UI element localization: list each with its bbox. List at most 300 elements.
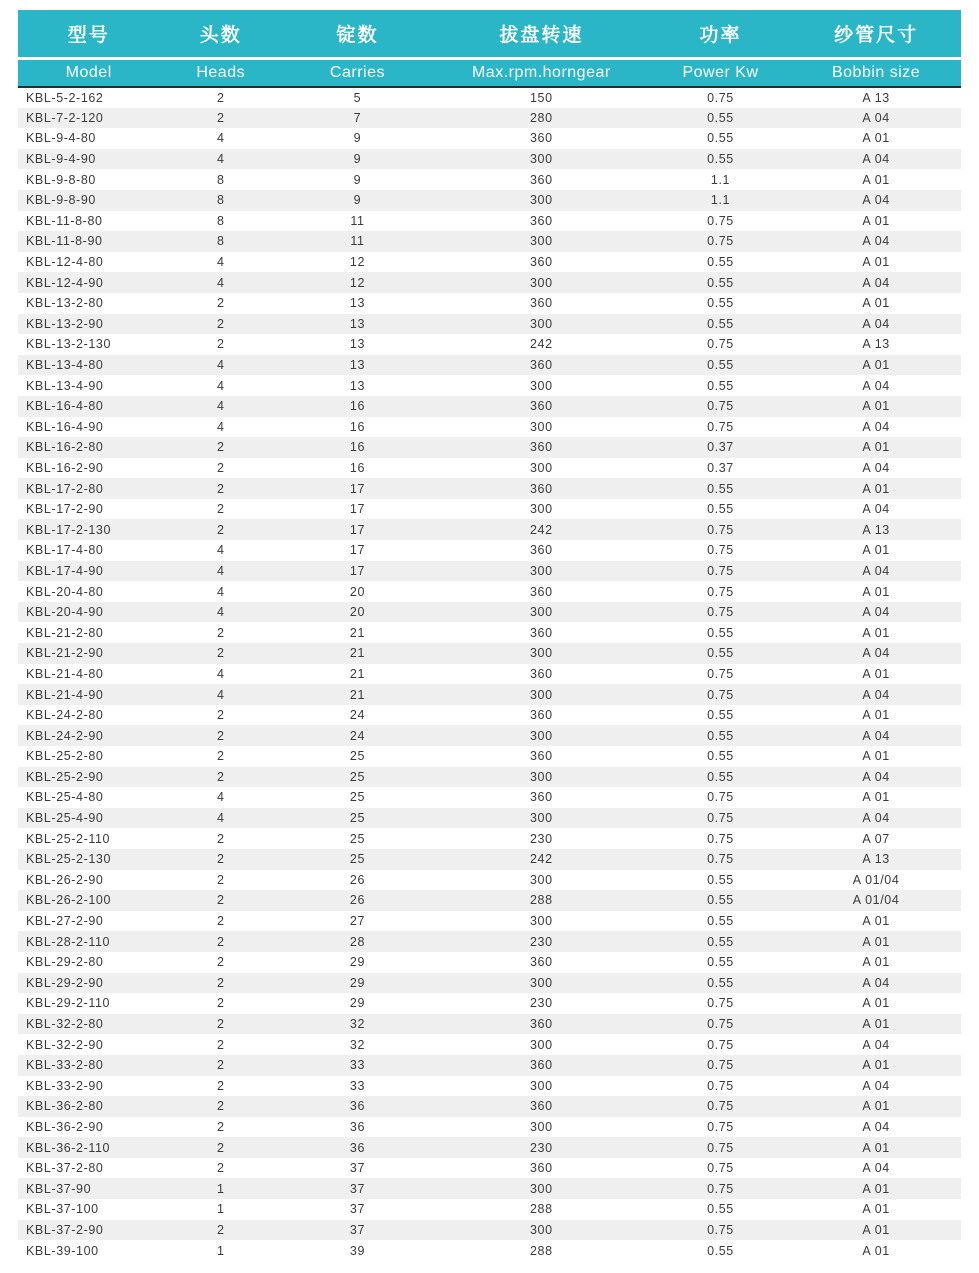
- cell-heads: 8: [216, 172, 225, 187]
- cell-power: 0.55: [707, 893, 734, 908]
- cell-carries: 13: [349, 296, 365, 311]
- cell-heads: 4: [216, 790, 225, 805]
- cell-bobbin: A 01: [862, 1140, 890, 1155]
- cell-bobbin: A 01: [862, 399, 890, 414]
- cell-heads: 2: [216, 1099, 225, 1114]
- table-row: [18, 890, 961, 911]
- cell-carries: 25: [349, 769, 365, 784]
- table-row: [18, 725, 961, 746]
- cell-power: 0.75: [707, 1058, 734, 1073]
- table-row: [18, 458, 961, 479]
- cell-rpm: 300: [530, 193, 553, 208]
- table-row: [18, 1199, 961, 1220]
- cell-power: 0.75: [707, 1181, 734, 1196]
- cell-model: KBL-16-2-90: [26, 460, 104, 475]
- cell-model: KBL-32-2-80: [26, 1017, 104, 1032]
- cell-carries: 29: [349, 996, 365, 1011]
- cell-carries: 21: [349, 646, 365, 661]
- cell-model: KBL-26-2-90: [26, 872, 104, 887]
- cell-model: KBL-36-2-90: [26, 1119, 104, 1134]
- cell-model: KBL-17-4-80: [26, 543, 104, 558]
- header-row-english: [18, 58, 961, 87]
- cell-rpm: 360: [530, 1099, 553, 1114]
- cell-power: 0.55: [707, 728, 734, 743]
- cell-carries: 16: [349, 460, 365, 475]
- cell-bobbin: A 04: [862, 316, 890, 331]
- cell-model: KBL-5-2-162: [26, 90, 104, 105]
- cell-rpm: 300: [530, 1181, 553, 1196]
- cell-carries: 17: [349, 502, 365, 517]
- cell-model: KBL-25-2-90: [26, 769, 104, 784]
- cell-heads: 4: [216, 543, 225, 558]
- cell-power: 0.75: [707, 811, 734, 826]
- cell-bobbin: A 04: [862, 1078, 890, 1093]
- cell-model: KBL-16-2-80: [26, 440, 104, 455]
- cell-bobbin: A 04: [862, 502, 890, 517]
- table-row: [18, 437, 961, 458]
- cell-model: KBL-13-2-80: [26, 296, 104, 311]
- cell-model: KBL-27-2-90: [26, 914, 104, 929]
- table-row: [18, 1220, 961, 1241]
- cell-heads: 4: [216, 563, 225, 578]
- cell-heads: 4: [216, 131, 225, 146]
- cell-rpm: 360: [530, 131, 553, 146]
- cell-rpm: 300: [530, 460, 553, 475]
- cell-power: 1.1: [710, 172, 731, 187]
- cell-model: KBL-29-2-80: [26, 955, 104, 970]
- column-header-carries-zh: 锭数: [282, 10, 433, 58]
- cell-power: 0.75: [707, 1161, 734, 1176]
- cell-carries: 20: [349, 605, 365, 620]
- cell-bobbin: A 07: [862, 831, 890, 846]
- cell-carries: 39: [349, 1243, 365, 1258]
- cell-power: 0.55: [707, 914, 734, 929]
- cell-bobbin: A 04: [862, 110, 890, 125]
- cell-heads: 8: [216, 193, 225, 208]
- cell-carries: 12: [349, 255, 365, 270]
- cell-bobbin: A 04: [862, 234, 890, 249]
- cell-rpm: 360: [530, 749, 553, 764]
- cell-heads: 4: [216, 666, 225, 681]
- cell-model: KBL-13-2-130: [26, 337, 112, 352]
- cell-carries: 21: [349, 625, 365, 640]
- cell-rpm: 300: [530, 419, 553, 434]
- cell-rpm: 360: [530, 296, 553, 311]
- cell-model: KBL-17-2-130: [26, 522, 112, 537]
- cell-bobbin: A 01: [862, 708, 890, 723]
- cell-rpm: 300: [530, 1222, 553, 1237]
- cell-rpm: 300: [530, 605, 553, 620]
- cell-model: KBL-37-90: [26, 1181, 92, 1196]
- cell-carries: 12: [349, 275, 365, 290]
- cell-power: 0.75: [707, 996, 734, 1011]
- cell-heads: 2: [216, 955, 225, 970]
- cell-carries: 17: [349, 522, 365, 537]
- cell-rpm: 360: [530, 708, 553, 723]
- cell-bobbin: A 01: [862, 1099, 890, 1114]
- cell-rpm: 242: [530, 337, 553, 352]
- cell-bobbin: A 04: [862, 811, 890, 826]
- cell-heads: 2: [216, 749, 225, 764]
- cell-power: 0.75: [707, 584, 734, 599]
- table-row: [18, 1096, 961, 1117]
- table-row: [18, 375, 961, 396]
- cell-power: 0.75: [707, 563, 734, 578]
- cell-carries: 36: [349, 1119, 365, 1134]
- cell-bobbin: A 01/04: [852, 872, 900, 887]
- cell-model: KBL-25-2-130: [26, 852, 112, 867]
- cell-carries: 25: [349, 852, 365, 867]
- cell-bobbin: A 13: [862, 522, 890, 537]
- cell-power: 0.55: [707, 625, 734, 640]
- cell-heads: 1: [216, 1181, 225, 1196]
- cell-model: KBL-37-2-90: [26, 1222, 104, 1237]
- cell-power: 0.55: [707, 749, 734, 764]
- cell-power: 0.75: [707, 419, 734, 434]
- cell-heads: 2: [216, 1017, 225, 1032]
- table-row: [18, 231, 961, 252]
- cell-model: KBL-25-4-90: [26, 811, 104, 826]
- cell-bobbin: A 04: [862, 419, 890, 434]
- cell-model: KBL-11-8-90: [26, 234, 103, 249]
- cell-rpm: 360: [530, 1017, 553, 1032]
- cell-power: 0.75: [707, 605, 734, 620]
- table-row: [18, 849, 961, 870]
- cell-bobbin: A 04: [862, 728, 890, 743]
- table-row: [18, 952, 961, 973]
- cell-heads: 2: [216, 90, 225, 105]
- cell-rpm: 300: [530, 872, 553, 887]
- table-row: [18, 705, 961, 726]
- table-row: [18, 622, 961, 643]
- cell-heads: 2: [216, 646, 225, 661]
- cell-model: KBL-36-2-80: [26, 1099, 104, 1114]
- cell-rpm: 300: [530, 769, 553, 784]
- cell-heads: 2: [216, 872, 225, 887]
- table-row: [18, 211, 961, 232]
- table-row: [18, 1158, 961, 1179]
- cell-power: 0.55: [707, 316, 734, 331]
- cell-bobbin: A 01: [862, 481, 890, 496]
- cell-rpm: 300: [530, 728, 553, 743]
- cell-model: KBL-12-4-80: [26, 255, 104, 270]
- cell-carries: 25: [349, 790, 365, 805]
- cell-carries: 20: [349, 584, 365, 599]
- cell-model: KBL-32-2-90: [26, 1037, 104, 1052]
- cell-bobbin: A 01: [862, 296, 890, 311]
- table-row: [18, 190, 961, 211]
- cell-rpm: 360: [530, 1058, 553, 1073]
- table-row: [18, 931, 961, 952]
- table-row: [18, 1178, 961, 1199]
- cell-heads: 2: [216, 440, 225, 455]
- cell-power: 0.55: [707, 378, 734, 393]
- cell-heads: 4: [216, 152, 225, 167]
- cell-power: 0.75: [707, 522, 734, 537]
- cell-model: KBL-26-2-100: [26, 893, 112, 908]
- cell-model: KBL-28-2-110: [26, 934, 111, 949]
- cell-model: KBL-9-4-90: [26, 152, 96, 167]
- table-row: [18, 1240, 961, 1261]
- cell-carries: 16: [349, 399, 365, 414]
- cell-model: KBL-29-2-110: [26, 996, 111, 1011]
- cell-model: KBL-16-4-80: [26, 399, 104, 414]
- cell-power: 0.55: [707, 769, 734, 784]
- cell-rpm: 360: [530, 955, 553, 970]
- cell-power: 0.55: [707, 358, 734, 373]
- cell-carries: 11: [350, 234, 365, 249]
- cell-model: KBL-37-2-80: [26, 1161, 104, 1176]
- cell-rpm: 288: [530, 1202, 553, 1217]
- cell-rpm: 300: [530, 563, 553, 578]
- cell-heads: 4: [216, 687, 225, 702]
- table-row: [18, 993, 961, 1014]
- table-row: [18, 808, 961, 829]
- cell-bobbin: A 01: [862, 213, 890, 228]
- cell-heads: 4: [216, 399, 225, 414]
- cell-power: 0.55: [707, 708, 734, 723]
- column-header-bobbin-zh: 纱管尺寸: [791, 10, 961, 58]
- cell-power: 1.1: [710, 193, 731, 208]
- cell-bobbin: A 04: [862, 460, 890, 475]
- table-row: [18, 1055, 961, 1076]
- cell-power: 0.75: [707, 852, 734, 867]
- cell-rpm: 242: [530, 852, 553, 867]
- cell-heads: 2: [216, 996, 225, 1011]
- cell-rpm: 360: [530, 255, 553, 270]
- table-header: [18, 10, 961, 87]
- cell-rpm: 300: [530, 234, 553, 249]
- cell-heads: 4: [216, 419, 225, 434]
- cell-heads: 2: [216, 481, 225, 496]
- cell-heads: 2: [216, 110, 225, 125]
- cell-heads: 8: [216, 213, 225, 228]
- cell-rpm: 300: [530, 316, 553, 331]
- cell-carries: 21: [349, 687, 365, 702]
- column-header-heads-en: Heads: [159, 58, 282, 87]
- cell-carries: 5: [353, 90, 362, 105]
- cell-heads: 2: [216, 852, 225, 867]
- table-row: [18, 396, 961, 417]
- column-header-carries-en: Carries: [282, 58, 433, 87]
- cell-model: KBL-21-4-80: [26, 666, 104, 681]
- cell-model: KBL-36-2-110: [26, 1140, 111, 1155]
- cell-bobbin: A 01: [862, 131, 890, 146]
- cell-heads: 4: [216, 358, 225, 373]
- cell-bobbin: A 04: [862, 152, 890, 167]
- cell-power: 0.55: [707, 1202, 734, 1217]
- cell-heads: 1: [216, 1243, 225, 1258]
- cell-bobbin: A 01: [862, 584, 890, 599]
- cell-power: 0.75: [707, 399, 734, 414]
- cell-rpm: 300: [530, 1037, 553, 1052]
- cell-model: KBL-29-2-90: [26, 975, 104, 990]
- cell-heads: 4: [216, 255, 225, 270]
- cell-bobbin: A 01: [862, 172, 890, 187]
- cell-power: 0.75: [707, 1140, 734, 1155]
- cell-carries: 36: [349, 1099, 365, 1114]
- column-header-power-en: Power Kw: [650, 58, 791, 87]
- table-row: [18, 911, 961, 932]
- cell-model: KBL-39-100: [26, 1243, 99, 1258]
- cell-rpm: 300: [530, 152, 553, 167]
- cell-carries: 13: [349, 316, 365, 331]
- cell-power: 0.75: [707, 1222, 734, 1237]
- cell-bobbin: A 04: [862, 975, 890, 990]
- cell-carries: 32: [349, 1037, 365, 1052]
- cell-heads: 2: [216, 1119, 225, 1134]
- cell-heads: 2: [216, 1140, 225, 1155]
- cell-bobbin: A 04: [862, 646, 890, 661]
- cell-power: 0.55: [707, 131, 734, 146]
- table-row: [18, 1076, 961, 1097]
- cell-power: 0.37: [707, 460, 734, 475]
- cell-power: 0.55: [707, 275, 734, 290]
- cell-power: 0.55: [707, 975, 734, 990]
- cell-power: 0.75: [707, 831, 734, 846]
- cell-heads: 4: [216, 605, 225, 620]
- table-row: [18, 499, 961, 520]
- table-row: [18, 87, 961, 108]
- cell-rpm: 360: [530, 481, 553, 496]
- cell-power: 0.75: [707, 337, 734, 352]
- table-row: [18, 334, 961, 355]
- cell-carries: 7: [353, 110, 362, 125]
- cell-bobbin: A 04: [862, 1037, 890, 1052]
- cell-carries: 25: [349, 749, 365, 764]
- cell-heads: 4: [216, 275, 225, 290]
- cell-bobbin: A 13: [862, 852, 890, 867]
- table-row: [18, 1014, 961, 1035]
- cell-bobbin: A 01: [862, 255, 890, 270]
- table-row: [18, 581, 961, 602]
- cell-power: 0.75: [707, 234, 734, 249]
- cell-rpm: 230: [530, 1140, 553, 1155]
- cell-carries: 36: [349, 1140, 365, 1155]
- cell-carries: 24: [349, 728, 365, 743]
- cell-bobbin: A 13: [862, 90, 890, 105]
- cell-rpm: 360: [530, 1161, 553, 1176]
- cell-heads: 2: [216, 1222, 225, 1237]
- cell-model: KBL-16-4-90: [26, 419, 104, 434]
- cell-carries: 17: [349, 481, 365, 496]
- cell-bobbin: A 01: [862, 1202, 890, 1217]
- table-row: [18, 128, 961, 149]
- cell-rpm: 242: [530, 522, 553, 537]
- cell-model: KBL-7-2-120: [26, 110, 104, 125]
- cell-power: 0.55: [707, 955, 734, 970]
- table-row: [18, 746, 961, 767]
- cell-carries: 16: [349, 440, 365, 455]
- cell-model: KBL-13-2-90: [26, 316, 104, 331]
- cell-bobbin: A 01: [862, 1181, 890, 1196]
- cell-rpm: 360: [530, 399, 553, 414]
- cell-power: 0.75: [707, 687, 734, 702]
- cell-heads: 2: [216, 708, 225, 723]
- column-header-model-en: Model: [18, 58, 159, 87]
- cell-bobbin: A 04: [862, 1161, 890, 1176]
- cell-rpm: 360: [530, 666, 553, 681]
- cell-bobbin: A 01: [862, 358, 890, 373]
- cell-carries: 32: [349, 1017, 365, 1032]
- cell-rpm: 300: [530, 914, 553, 929]
- cell-model: KBL-17-4-90: [26, 563, 104, 578]
- cell-heads: 2: [216, 522, 225, 537]
- table-row: [18, 684, 961, 705]
- cell-heads: 2: [216, 502, 225, 517]
- cell-heads: 2: [216, 296, 225, 311]
- cell-model: KBL-17-2-90: [26, 502, 104, 517]
- cell-carries: 13: [349, 358, 365, 373]
- cell-model: KBL-9-4-80: [26, 131, 96, 146]
- cell-heads: 8: [216, 234, 225, 249]
- cell-bobbin: A 04: [862, 769, 890, 784]
- table-row: [18, 973, 961, 994]
- cell-rpm: 300: [530, 1078, 553, 1093]
- cell-bobbin: A 04: [862, 1119, 890, 1134]
- cell-carries: 29: [349, 955, 365, 970]
- cell-carries: 33: [349, 1078, 365, 1093]
- cell-model: KBL-9-8-80: [26, 172, 96, 187]
- table-row: [18, 828, 961, 849]
- cell-carries: 27: [349, 914, 365, 929]
- cell-carries: 26: [349, 872, 365, 887]
- cell-power: 0.75: [707, 213, 734, 228]
- cell-bobbin: A 01: [862, 625, 890, 640]
- cell-carries: 37: [349, 1161, 365, 1176]
- cell-bobbin: A 01: [862, 1222, 890, 1237]
- cell-carries: 9: [353, 172, 362, 187]
- cell-carries: 21: [349, 666, 365, 681]
- cell-carries: 37: [349, 1181, 365, 1196]
- cell-model: KBL-21-2-80: [26, 625, 104, 640]
- cell-bobbin: A 01: [862, 666, 890, 681]
- cell-bobbin: A 01/04: [852, 893, 900, 908]
- cell-carries: 13: [349, 378, 365, 393]
- cell-bobbin: A 04: [862, 687, 890, 702]
- cell-model: KBL-21-2-90: [26, 646, 104, 661]
- cell-carries: 16: [349, 419, 365, 434]
- cell-model: KBL-33-2-90: [26, 1078, 104, 1093]
- table-row: [18, 664, 961, 685]
- column-header-model-zh: 型号: [18, 10, 159, 58]
- column-header-heads-zh: 头数: [159, 10, 282, 58]
- cell-model: KBL-17-2-80: [26, 481, 104, 496]
- cell-rpm: 300: [530, 502, 553, 517]
- cell-heads: 2: [216, 1161, 225, 1176]
- cell-model: KBL-13-4-80: [26, 358, 104, 373]
- table-row: [18, 561, 961, 582]
- cell-rpm: 360: [530, 625, 553, 640]
- cell-bobbin: A 01: [862, 996, 890, 1011]
- column-header-rpm-en: Max.rpm.horngear: [433, 58, 650, 87]
- cell-rpm: 360: [530, 543, 553, 558]
- table-row: [18, 108, 961, 129]
- cell-model: KBL-37-100: [26, 1202, 99, 1217]
- cell-heads: 2: [216, 1058, 225, 1073]
- table-row: [18, 293, 961, 314]
- table-row: [18, 602, 961, 623]
- cell-carries: 29: [349, 975, 365, 990]
- cell-bobbin: A 01: [862, 440, 890, 455]
- machine-spec-table: [18, 10, 961, 1261]
- header-row-chinese: [18, 10, 961, 58]
- cell-model: KBL-9-8-90: [26, 193, 96, 208]
- cell-model: KBL-13-4-90: [26, 378, 104, 393]
- table-row: [18, 1117, 961, 1138]
- cell-bobbin: A 01: [862, 1058, 890, 1073]
- column-header-bobbin-en: Bobbin size: [791, 58, 961, 87]
